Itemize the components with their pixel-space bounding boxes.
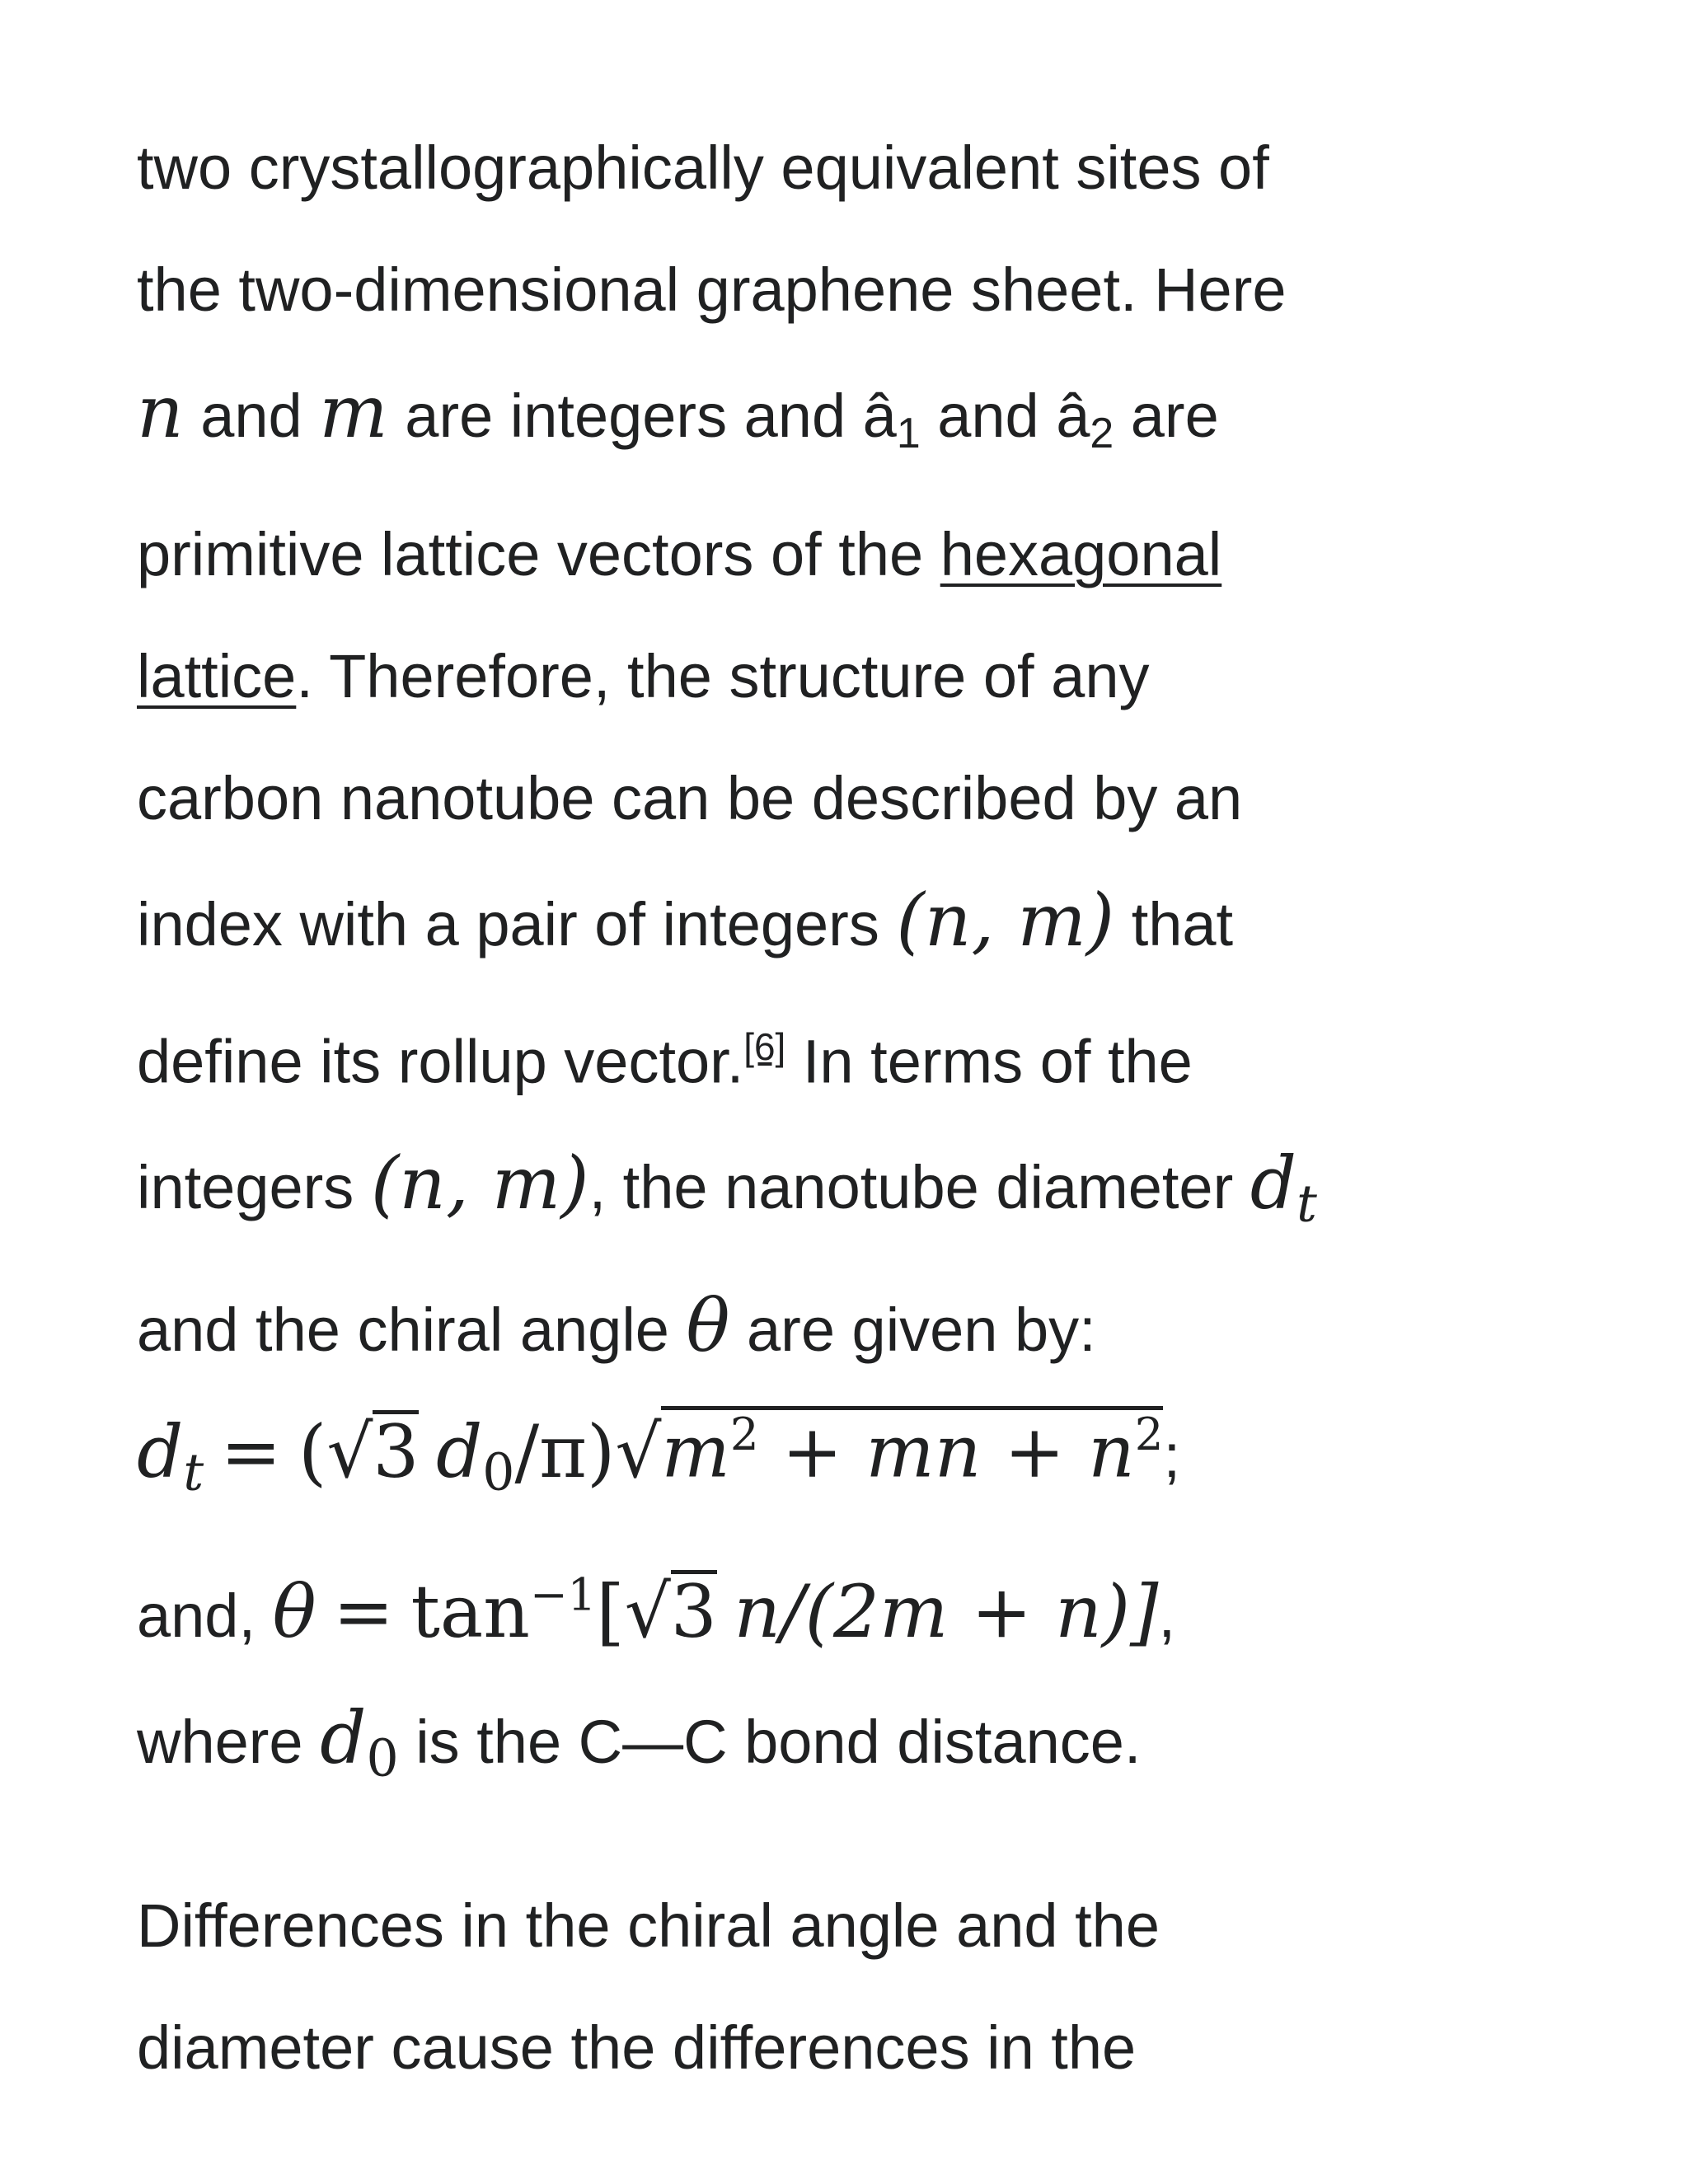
over-pi: /π) — [514, 1408, 616, 1494]
semicolon: ; — [1163, 1421, 1181, 1490]
text-line: the two-dimensional graphene sheet. Here — [137, 255, 1287, 324]
text-line: Differences in the chiral angle and the — [137, 1891, 1160, 1961]
math-n: n — [137, 369, 184, 454]
text-fragment: define its rollup vector. — [137, 1027, 744, 1096]
text-line: two crystallographically equivalent sites of — [137, 134, 1269, 202]
text-fragment: are integers and — [405, 382, 846, 450]
text-line: diameter cause the differences in the — [137, 2013, 1137, 2083]
text-fragment: and, — [137, 1581, 256, 1650]
vector-a1-subscript: 1 — [896, 408, 921, 457]
math-d0 — [435, 1408, 515, 1502]
inverse-exponent: −1 — [529, 1568, 597, 1621]
math-theta: θ — [686, 1282, 730, 1368]
paragraph-differences — [137, 1865, 1571, 2109]
text-fragment: and — [200, 382, 302, 450]
text-fragment: and — [937, 382, 1039, 450]
hexagonal-lattice-link-continued[interactable]: lattice — [137, 641, 297, 710]
article-body — [137, 107, 1571, 2109]
math-d0-subscript: 0 — [366, 1728, 399, 1788]
text-fragment: and the chiral angle — [137, 1295, 669, 1364]
text-fragment: primitive lattice vectors of the — [137, 519, 924, 588]
text-fragment: are given by: — [747, 1295, 1096, 1364]
vector-a1-base: â — [862, 382, 897, 450]
tan-function: tan — [410, 1568, 530, 1654]
hexagonal-lattice-link[interactable]: hexagonal — [940, 519, 1222, 588]
math-dt-subscript: t — [1296, 1174, 1317, 1234]
math-d0-base: d — [320, 1694, 367, 1780]
math-n: n — [1088, 1408, 1135, 1494]
expression-fragment: + mn + — [781, 1408, 1089, 1494]
radical-sign: √ — [615, 1408, 662, 1494]
math-d0-subscript: 0 — [482, 1442, 515, 1502]
equation-chiral-angle — [137, 1568, 1176, 1654]
math-dt-base: d — [1250, 1141, 1297, 1226]
math-pair-nm: (n, m) — [370, 1141, 589, 1226]
math-d0 — [320, 1694, 399, 1788]
radicand-three: 3 — [373, 1408, 420, 1494]
sqrt-three — [326, 1391, 419, 1513]
citation-link[interactable]: [6] — [743, 1024, 786, 1068]
open-paren: ( — [298, 1408, 327, 1494]
math-dt-subscript: t — [183, 1442, 204, 1502]
comma: , — [1158, 1581, 1176, 1650]
math-arctan — [410, 1569, 596, 1654]
equals-sign: = — [333, 1568, 394, 1654]
text-fragment: index with a pair of integers — [137, 889, 879, 958]
equals-sign: = — [220, 1408, 282, 1494]
equation-diameter — [137, 1408, 1181, 1502]
text-fragment: where — [137, 1707, 303, 1776]
math-dt-base: d — [137, 1408, 184, 1494]
text-fragment: are — [1130, 382, 1219, 450]
text-fragment: In terms of the — [802, 1027, 1193, 1096]
math-d0-base: d — [435, 1408, 483, 1494]
radicand-expression — [661, 1406, 1164, 1494]
vector-a2-base: â — [1056, 382, 1090, 450]
text-fragment: . Therefore, the structure of any — [296, 641, 1150, 710]
math-pair-nm: (n, m) — [896, 877, 1115, 963]
math-dt — [137, 1408, 204, 1502]
text-fragment: , the nanotube diameter — [588, 1153, 1234, 1222]
sqrt-expression — [615, 1391, 1163, 1513]
text-line: carbon nanotube can be described by an — [137, 763, 1243, 832]
vector-a2 — [1056, 382, 1114, 457]
open-bracket: [ — [596, 1568, 625, 1654]
expression-fragment: n/(2m + n)] — [734, 1568, 1159, 1654]
vector-a1 — [862, 382, 921, 457]
exponent: 2 — [729, 1408, 759, 1461]
math-theta: θ — [272, 1568, 316, 1654]
radicand-three: 3 — [670, 1568, 717, 1654]
vector-a2-subscript: 2 — [1090, 408, 1114, 457]
math-dt — [1250, 1141, 1317, 1234]
text-fragment: integers — [137, 1153, 354, 1222]
exponent: 2 — [1134, 1408, 1164, 1461]
text-fragment: that — [1131, 889, 1234, 958]
math-m: m — [661, 1408, 730, 1494]
radical-sign: √ — [326, 1408, 373, 1494]
paragraph-chirality — [137, 107, 1571, 1819]
math-m: m — [319, 369, 388, 454]
sqrt-three — [625, 1551, 717, 1673]
radical-sign: √ — [624, 1568, 671, 1654]
text-fragment: is the C—C bond distance. — [415, 1707, 1142, 1776]
